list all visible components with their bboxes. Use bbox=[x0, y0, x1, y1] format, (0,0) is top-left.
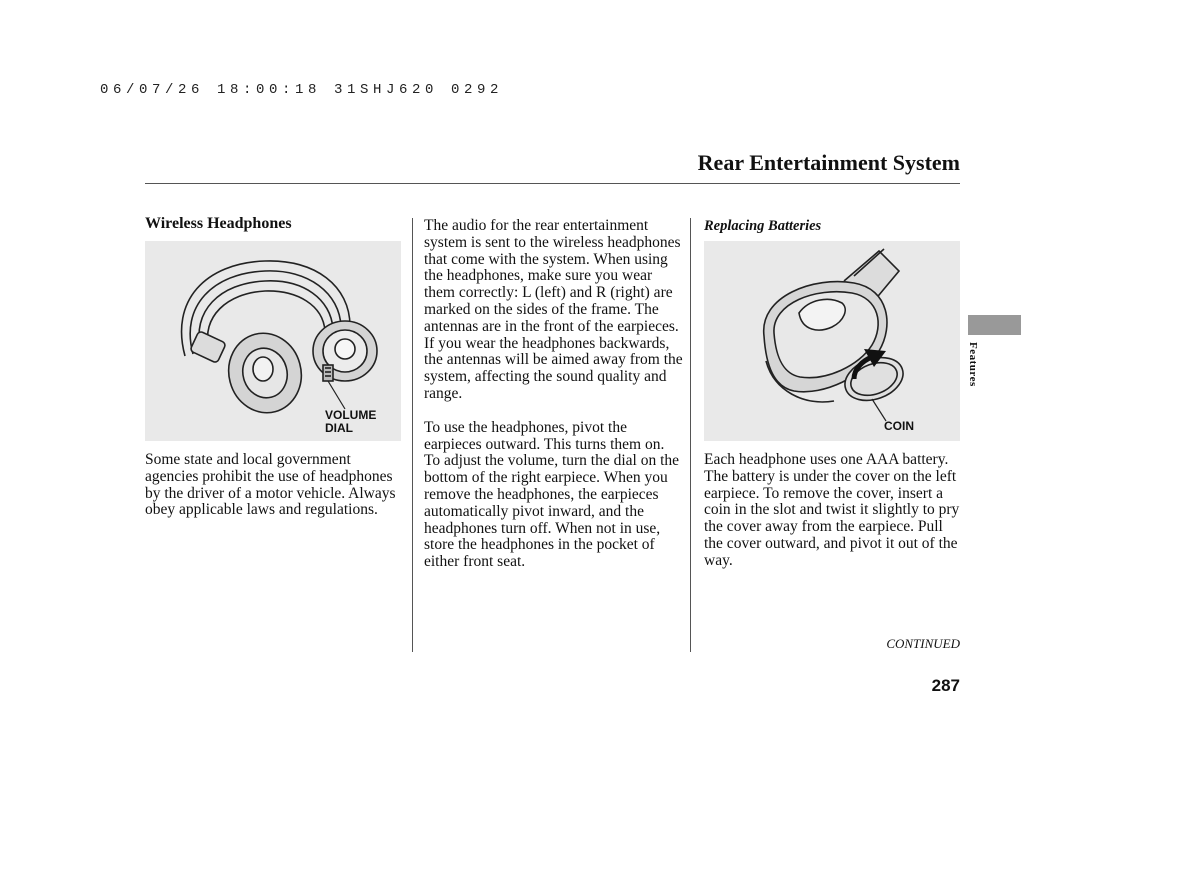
section-heading-replacing-batteries: Replacing Batteries bbox=[704, 218, 822, 234]
column-1-text bbox=[145, 452, 403, 519]
column-1 bbox=[145, 216, 405, 233]
print-stamp: 06/07/26 18:00:18 31SHJ620 0292 bbox=[100, 82, 504, 98]
figure-label-coin: COIN bbox=[884, 419, 914, 433]
paragraph-battery-replacement: Each headphone uses one AAA battery. The battery is under the cover on the left earpiece. To remove the cover, insert a coin in the slot and twist it slightly to pry the cover away from the earpiece. Pull the cover outward, and pivot it out of the way. bbox=[704, 451, 960, 569]
battery-figure bbox=[704, 241, 960, 441]
figure-label-volume-dial bbox=[325, 409, 376, 435]
page-title: Rear Entertainment System bbox=[697, 150, 960, 175]
headphones-figure bbox=[145, 241, 401, 441]
column-divider-2 bbox=[690, 218, 691, 652]
section-tab bbox=[968, 315, 1021, 335]
column-3-text bbox=[704, 452, 962, 570]
column-2 bbox=[424, 218, 684, 571]
paragraph-audio-system: The audio for the rear entertainment system is sent to the wireless headphones that come with the system. When using the headphones, make sure you wear them correctly: L (left) and R (right) are marked on the sides of the frame. The antennas are in the front of the earpieces. If you wear the headphones backwards, the antennas will be aimed away from the system, affecting the sound quality and range. bbox=[424, 217, 683, 402]
paragraph-using-headphones: To use the headphones, pivot the earpieces outward. This turns them on. To adjust the volume, turn the dial on the bottom of the right earpiece. When you remove the headphones, the earpieces automatically pivot inward, and the headphones turn off. When not in use, store the headphones in the pocket of either front seat. bbox=[424, 418, 680, 571]
title-rule bbox=[145, 183, 960, 184]
section-heading-wireless-headphones: Wireless Headphones bbox=[145, 215, 292, 232]
battery-cover-illustration bbox=[704, 241, 960, 441]
continued-label: CONTINUED bbox=[886, 636, 960, 651]
figure-label-line-1: VOLUME bbox=[325, 408, 377, 422]
column-divider-1 bbox=[412, 218, 413, 652]
side-tab-label: Features bbox=[967, 342, 979, 387]
figure-label-line-2: DIAL bbox=[325, 421, 353, 435]
paragraph-driver-warning: Some state and local government agencies prohibit the use of headphones by the driver of a motor vehicle. Always obey applicable laws and regulations. bbox=[145, 451, 396, 519]
column-3 bbox=[704, 218, 960, 235]
page-number: 287 bbox=[931, 676, 960, 695]
